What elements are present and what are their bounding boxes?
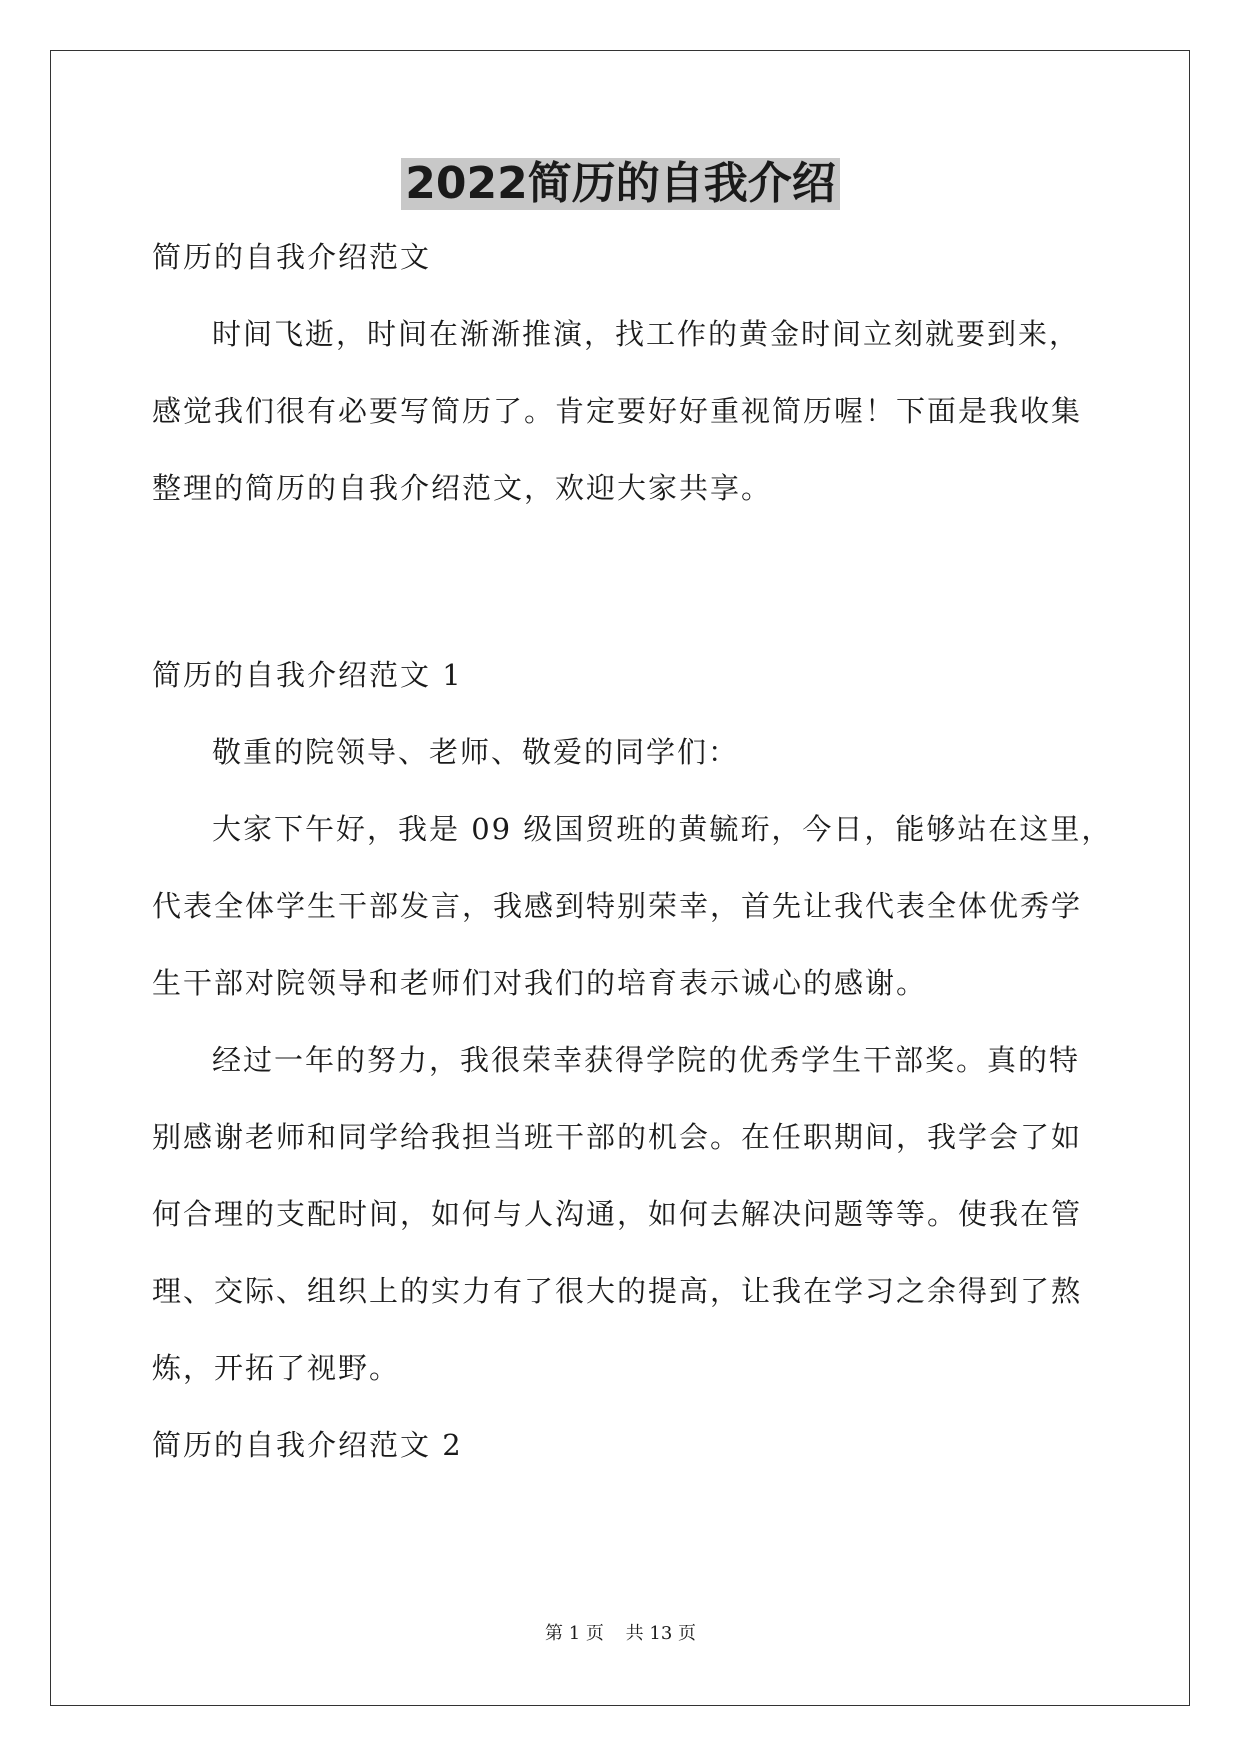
paragraph-line: 何合理的支配时间，如何与人沟通，如何去解决问题等等。使我在管	[152, 1197, 1083, 1231]
paragraph-line: 别感谢老师和同学给我担当班干部的机会。在任职期间，我学会了如	[152, 1120, 1083, 1154]
title-wrap	[0, 158, 1241, 210]
page-number: 第 1 页	[545, 1623, 604, 1644]
paragraph-line: 感觉我们很有必要写简历了。肯定要好好重视简历喔！下面是我收集	[152, 394, 1083, 428]
paragraph-line: 理、交际、组织上的实力有了很大的提高，让我在学习之余得到了熬	[152, 1274, 1083, 1308]
paragraph-line: 时间飞逝，时间在渐渐推演，找工作的黄金时间立刻就要到来，	[212, 317, 1081, 351]
paragraph-line: 经过一年的努力，我很荣幸获得学院的优秀学生干部奖。真的特	[212, 1043, 1081, 1077]
paragraph-line: 代表全体学生干部发言，我感到特别荣幸，首先让我代表全体优秀学	[152, 889, 1083, 923]
section-heading: 简历的自我介绍范文 1	[152, 658, 463, 692]
paragraph-line: 敬重的院领导、老师、敬爱的同学们：	[212, 735, 740, 769]
paragraph-line: 炼，开拓了视野。	[152, 1351, 401, 1385]
page-footer	[0, 1622, 1241, 1646]
page-total: 共 13 页	[625, 1623, 696, 1644]
section-heading: 简历的自我介绍范文 2	[152, 1428, 463, 1462]
section-heading: 简历的自我介绍范文	[152, 240, 432, 274]
paragraph-line: 整理的简历的自我介绍范文，欢迎大家共享。	[152, 471, 773, 505]
document-title: 2022简历的自我介绍	[401, 158, 839, 210]
paragraph-line: 生干部对院领导和老师们对我们的培育表示诚心的感谢。	[152, 966, 928, 1000]
paragraph-line: 大家下午好，我是 09 级国贸班的黄毓珩，今日，能够站在这里，	[212, 812, 1113, 846]
